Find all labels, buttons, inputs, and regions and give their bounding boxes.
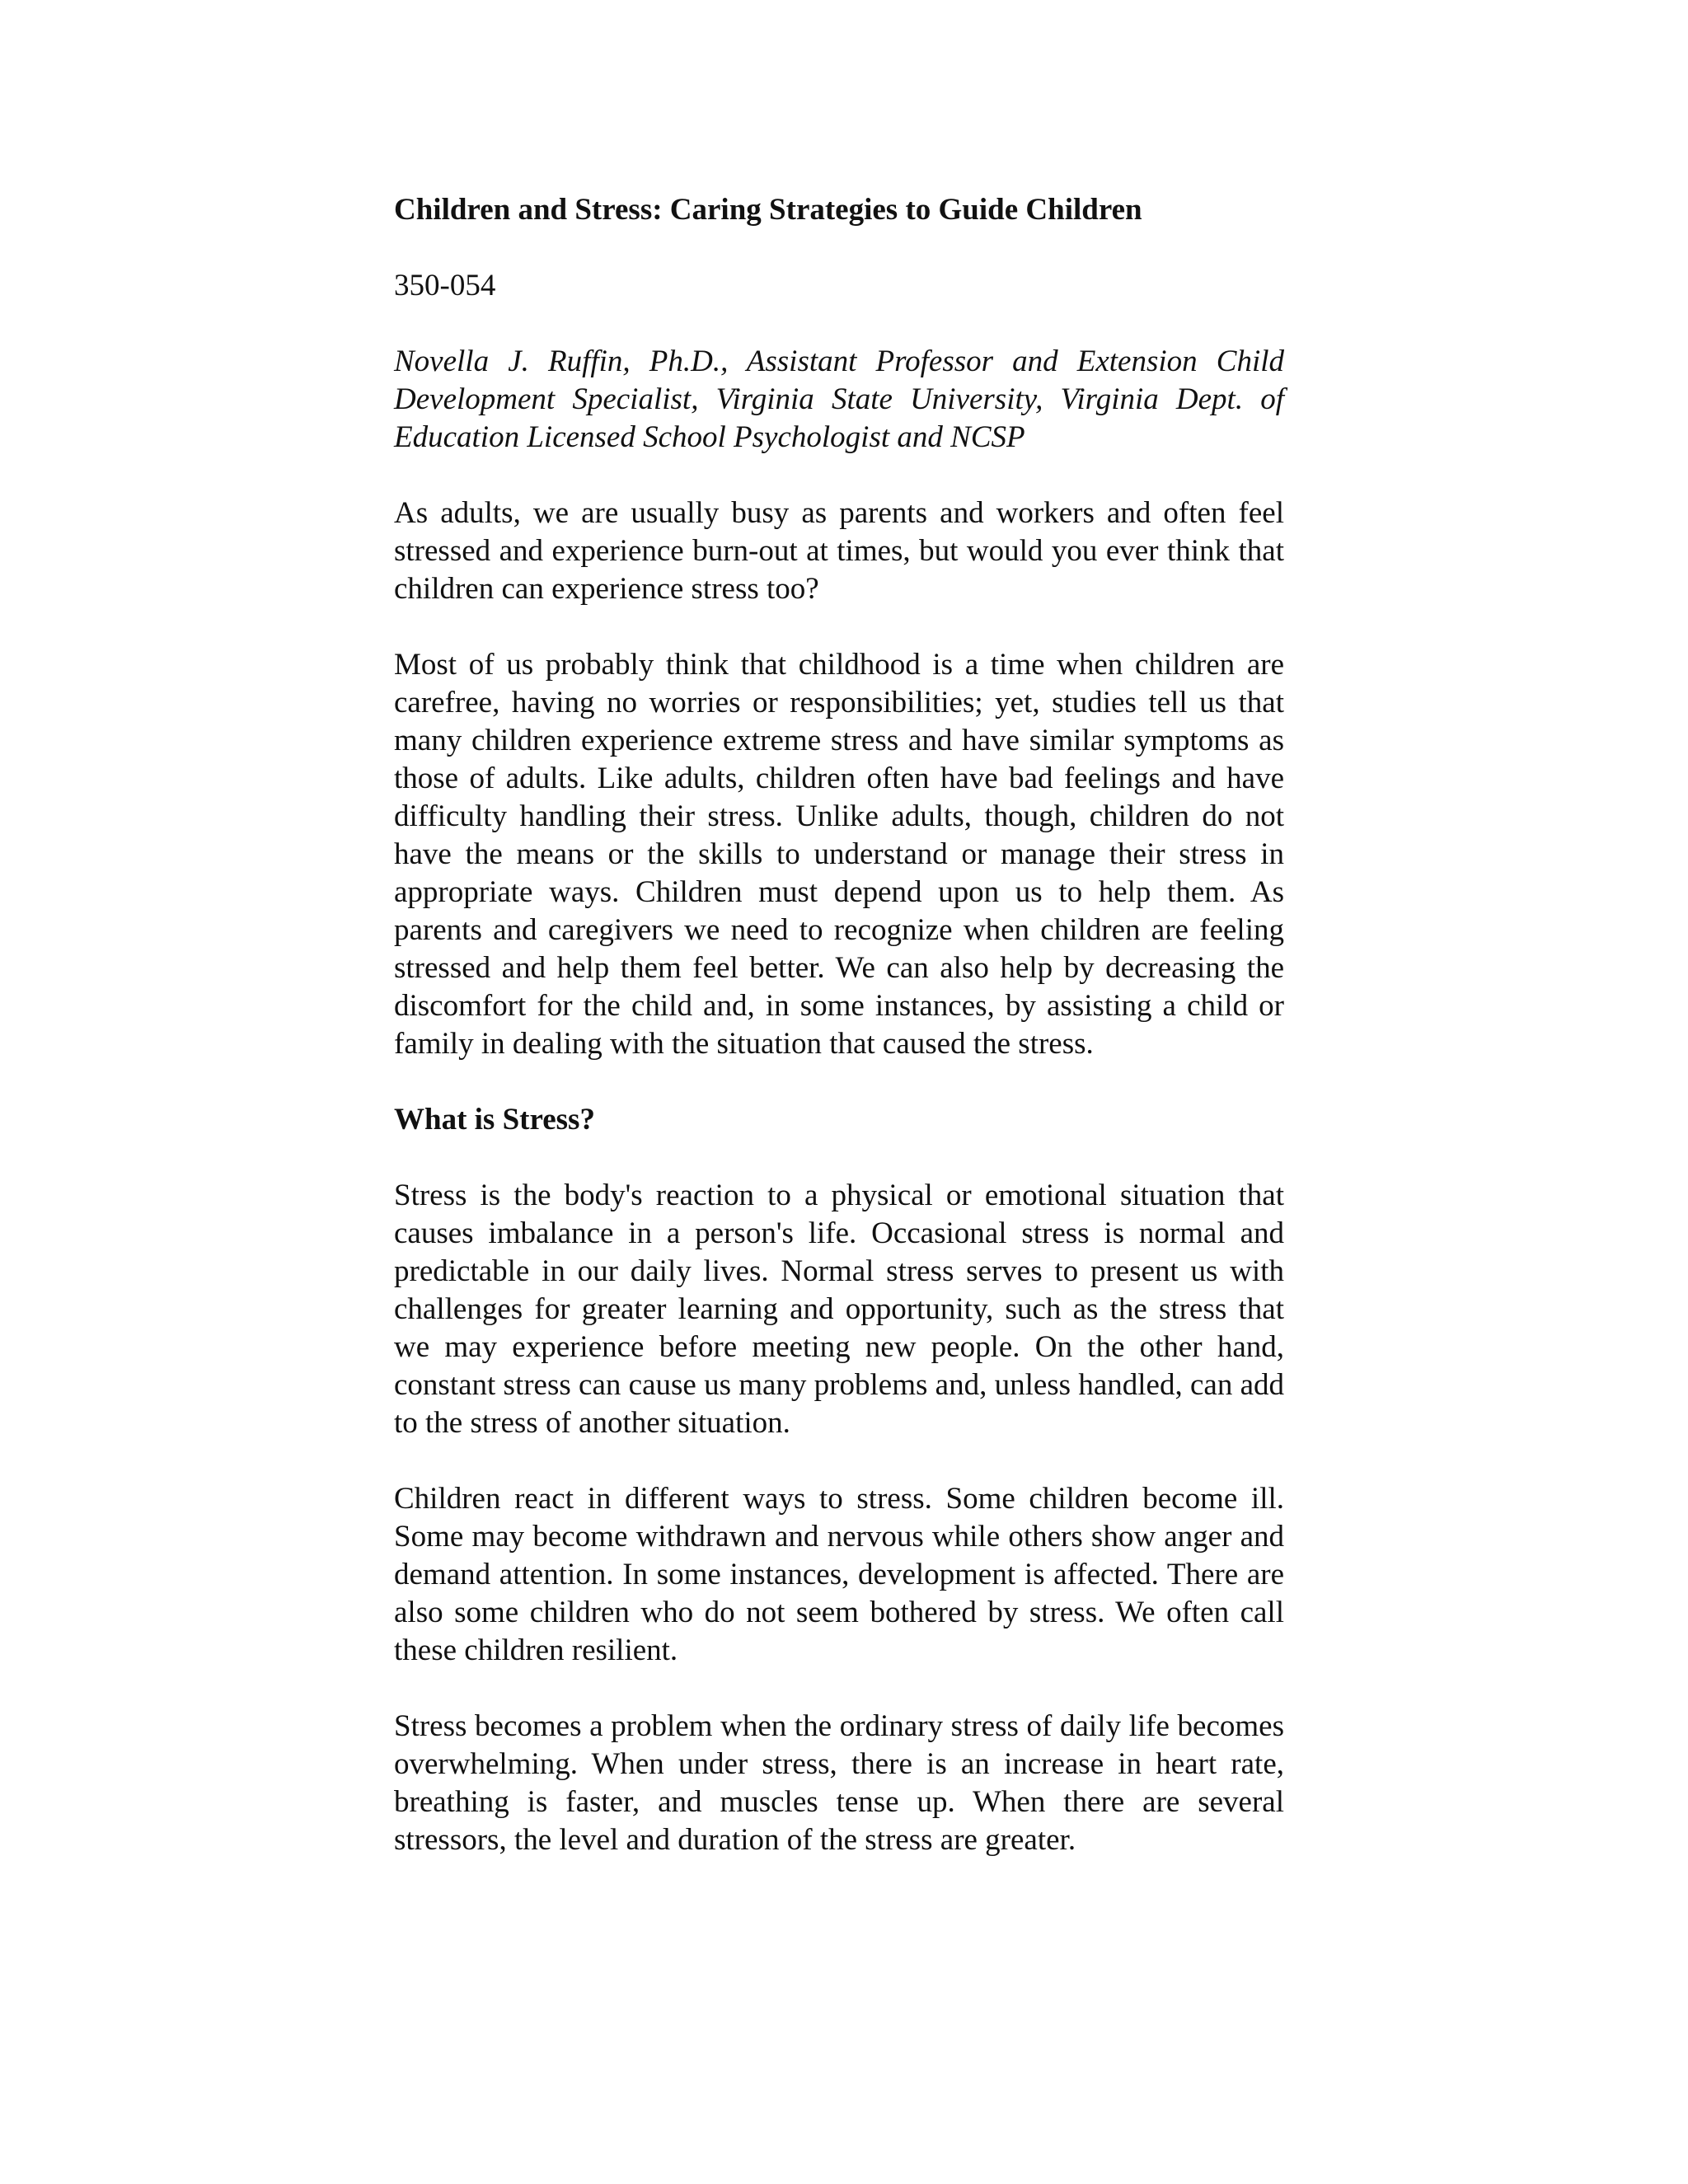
intro-paragraph-2: Most of us probably think that childhood is a time when children are carefree, having no worries or responsibilities; yet, studies tell us that many children experience extreme stress and have similar symptoms as those of adults. Like adults, children often have bad feelings and have difficulty handling their stress. Unlike adults, though, children do not have the means or the skills to understand or manage their stress in appropriate ways. Children must depend upon us to help them. As parents and caregivers we need to recognize when children are feeling stressed and help them feel better. We can also help by decreasing the discomfort for the child and, in some instances, by assisting a child or family in dealing with the situation that caused the stress. [394,648,1284,1061]
author-credit: Novella J. Ruffin, Ph.D., Assistant Professor and Extension Child Development Specialist, Virginia State University, Virginia Dept. of Education Licensed School Psychologist and NCSP [394,344,1284,454]
section-paragraph-3: Stress becomes a problem when the ordinary stress of daily life becomes overwhelming. When under stress, there is an increase in heart rate, breathing is faster, and muscles tense up. When there are several stressors, the level and duration of the stress are greater. [394,1709,1284,1857]
intro-paragraph-1: As adults, we are usually busy as parents and workers and often feel stressed and experience burn-out at times, but would you ever think that children can experience stress too? [394,496,1284,606]
document-title: Children and Stress: Caring Strategies to Guide Children [394,193,1142,227]
section-heading: What is Stress? [394,1103,595,1137]
section-paragraph-1: Stress is the body's reaction to a physical or emotional situation that causes imbalance in a person's life. Occasional stress is normal and predictable in our daily lives. Normal stress serves to present us with challenges for greater learning and opportunity, such as the stress that we may experience before meeting new people. On the other hand, constant stress can cause us many problems and, unless handled, can add to the stress of another situation. [394,1179,1284,1440]
document-code: 350-054 [394,269,496,302]
section-paragraph-2: Children react in different ways to stress. Some children become ill. Some may become withdrawn and nervous while others show anger and demand attention. In some instances, development is affected. There are also some children who do not seem bothered by stress. We often call these children resilient. [394,1482,1284,1667]
document-page [394,191,1284,1897]
